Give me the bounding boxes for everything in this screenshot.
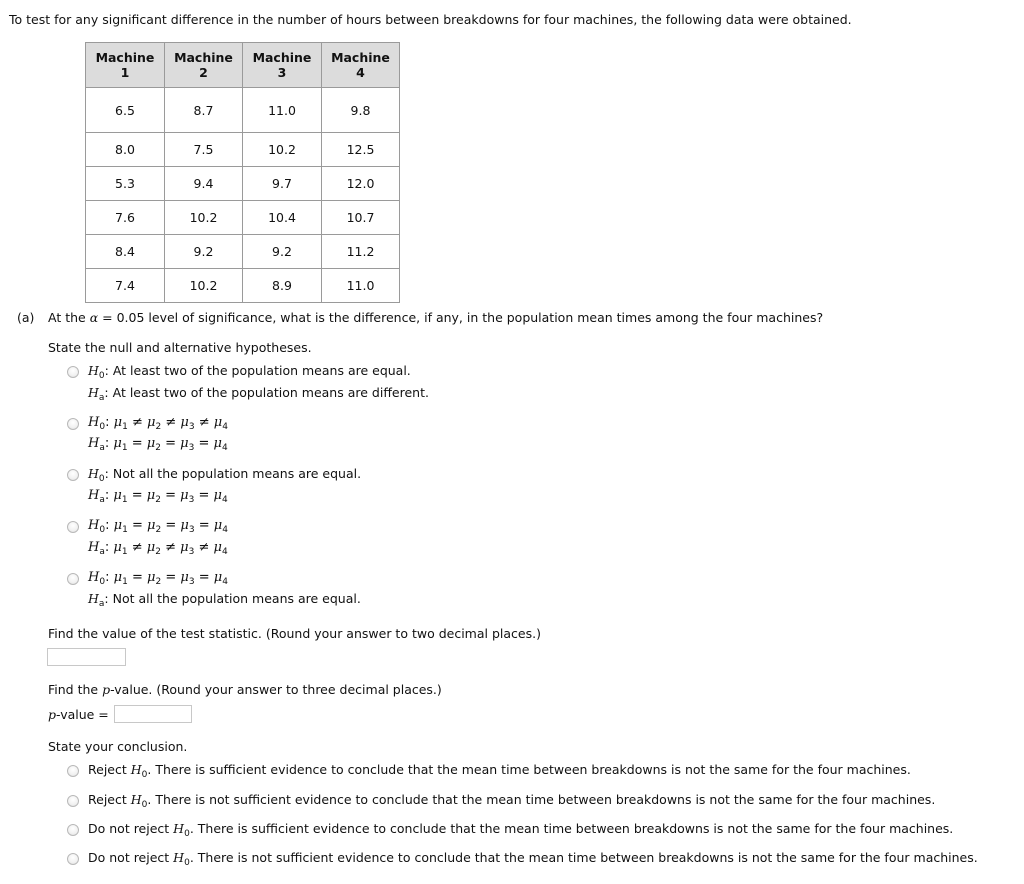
header-machine-4: Machine 4: [322, 43, 400, 88]
hypothesis-option-2-radio[interactable]: [67, 418, 79, 430]
table-row: [86, 235, 400, 269]
conclusion-option-4-radio[interactable]: [67, 853, 79, 865]
table-cell: 10.2: [165, 269, 243, 303]
hypothesis-option-5-h0: $H_0$: $\mu_1 = \mu_2 = \mu_3 = \mu_4$: [88, 570, 228, 587]
test-statistic-input[interactable]: [47, 648, 126, 666]
hypothesis-option-3-radio[interactable]: [67, 469, 79, 481]
table-cell: 12.5: [322, 133, 400, 167]
table-cell: 6.5: [86, 88, 165, 133]
data-table: [85, 42, 400, 303]
table-cell: 11.0: [243, 88, 322, 133]
conclusion-option-1-radio[interactable]: [67, 765, 79, 777]
header-machine-2: Machine 2: [165, 43, 243, 88]
table-cell: 10.2: [165, 201, 243, 235]
hypothesis-option-4-ha: $H_a$: $\mu_1 \ne \mu_2 \ne \mu_3 \ne \mu_4$: [88, 540, 228, 557]
hypothesis-option-2-ha: $H_a$: $\mu_1 = \mu_2 = \mu_3 = \mu_4$: [88, 436, 228, 453]
conclusion-option-2-radio[interactable]: [67, 795, 79, 807]
conclusion-option-3-text: Do not reject $H_0$. There is sufficient evidence to conclude that the mean time between breakdowns is not the same for the four machines.: [88, 821, 954, 839]
hypothesis-option-4-h0: $H_0$: $\mu_1 = \mu_2 = \mu_3 = \mu_4$: [88, 518, 228, 535]
table-cell: 10.7: [322, 201, 400, 235]
table-cell: 9.7: [243, 167, 322, 201]
p-value-label: p-value =: [48, 707, 109, 722]
table-cell: 5.3: [86, 167, 165, 201]
table-cell: 10.2: [243, 133, 322, 167]
table-row: [86, 269, 400, 303]
conclusion-option-3-radio[interactable]: [67, 824, 79, 836]
table-cell: 8.0: [86, 133, 165, 167]
part-a-label: (a): [17, 310, 35, 325]
table-cell: 11.0: [322, 269, 400, 303]
table-cell: 9.8: [322, 88, 400, 133]
hypotheses-prompt: State the null and alternative hypotheses.: [48, 340, 312, 355]
hypothesis-option-1-ha: $H_a$: At least two of the population means are different.: [88, 385, 429, 403]
table-cell: 8.4: [86, 235, 165, 269]
test-statistic-prompt: Find the value of the test statistic. (Round your answer to two decimal places.): [48, 626, 541, 641]
conclusion-option-2-text: Reject $H_0$. There is not sufficient evidence to conclude that the mean time between breakdowns is not the same for the four machines.: [88, 792, 936, 810]
table-row: [86, 133, 400, 167]
table-cell: 7.6: [86, 201, 165, 235]
header-machine-3: Machine 3: [243, 43, 322, 88]
table-cell: 8.7: [165, 88, 243, 133]
table-cell: 12.0: [322, 167, 400, 201]
table-cell: 7.5: [165, 133, 243, 167]
table-row: [86, 88, 400, 133]
hypothesis-option-4-radio[interactable]: [67, 521, 79, 533]
table-row: [86, 201, 400, 235]
table-cell: 7.4: [86, 269, 165, 303]
p-value-prompt: Find the p-value. (Round your answer to three decimal places.): [48, 682, 442, 697]
intro-text: To test for any significant difference in the number of hours between breakdowns for four machines, the following data were obtained.: [9, 12, 852, 27]
table-cell: 8.9: [243, 269, 322, 303]
table-cell: 9.2: [243, 235, 322, 269]
conclusion-option-4-text: Do not reject $H_0$. There is not sufficient evidence to conclude that the mean time between breakdowns is not the same for the four machines.: [88, 850, 978, 868]
hypothesis-option-2-h0: $H_0$: $\mu_1 \ne \mu_2 \ne \mu_3 \ne \mu_4$: [88, 415, 228, 432]
hypothesis-option-5-ha: $H_a$: Not all the population means are equal.: [88, 591, 361, 609]
hypothesis-option-3-ha: $H_a$: $\mu_1 = \mu_2 = \mu_3 = \mu_4$: [88, 488, 228, 505]
table-cell: 11.2: [322, 235, 400, 269]
hypothesis-option-5-radio[interactable]: [67, 573, 79, 585]
table-cell: 10.4: [243, 201, 322, 235]
conclusion-option-1-text: Reject $H_0$. There is sufficient evidence to conclude that the mean time between breakdowns is not the same for the four machines.: [88, 762, 911, 780]
header-machine-1: Machine 1: [86, 43, 165, 88]
table-cell: 9.4: [165, 167, 243, 201]
hypothesis-option-1-h0: $H_0$: At least two of the population means are equal.: [88, 363, 411, 381]
table-row: [86, 167, 400, 201]
conclusion-prompt: State your conclusion.: [48, 739, 188, 754]
part-a-question: At the α = 0.05 level of significance, what is the difference, if any, in the population mean times among the four machines?: [48, 310, 824, 325]
p-value-input[interactable]: [114, 705, 192, 723]
hypothesis-option-1-radio[interactable]: [67, 366, 79, 378]
hypothesis-option-3-h0: $H_0$: Not all the population means are equal.: [88, 466, 362, 484]
table-cell: 9.2: [165, 235, 243, 269]
